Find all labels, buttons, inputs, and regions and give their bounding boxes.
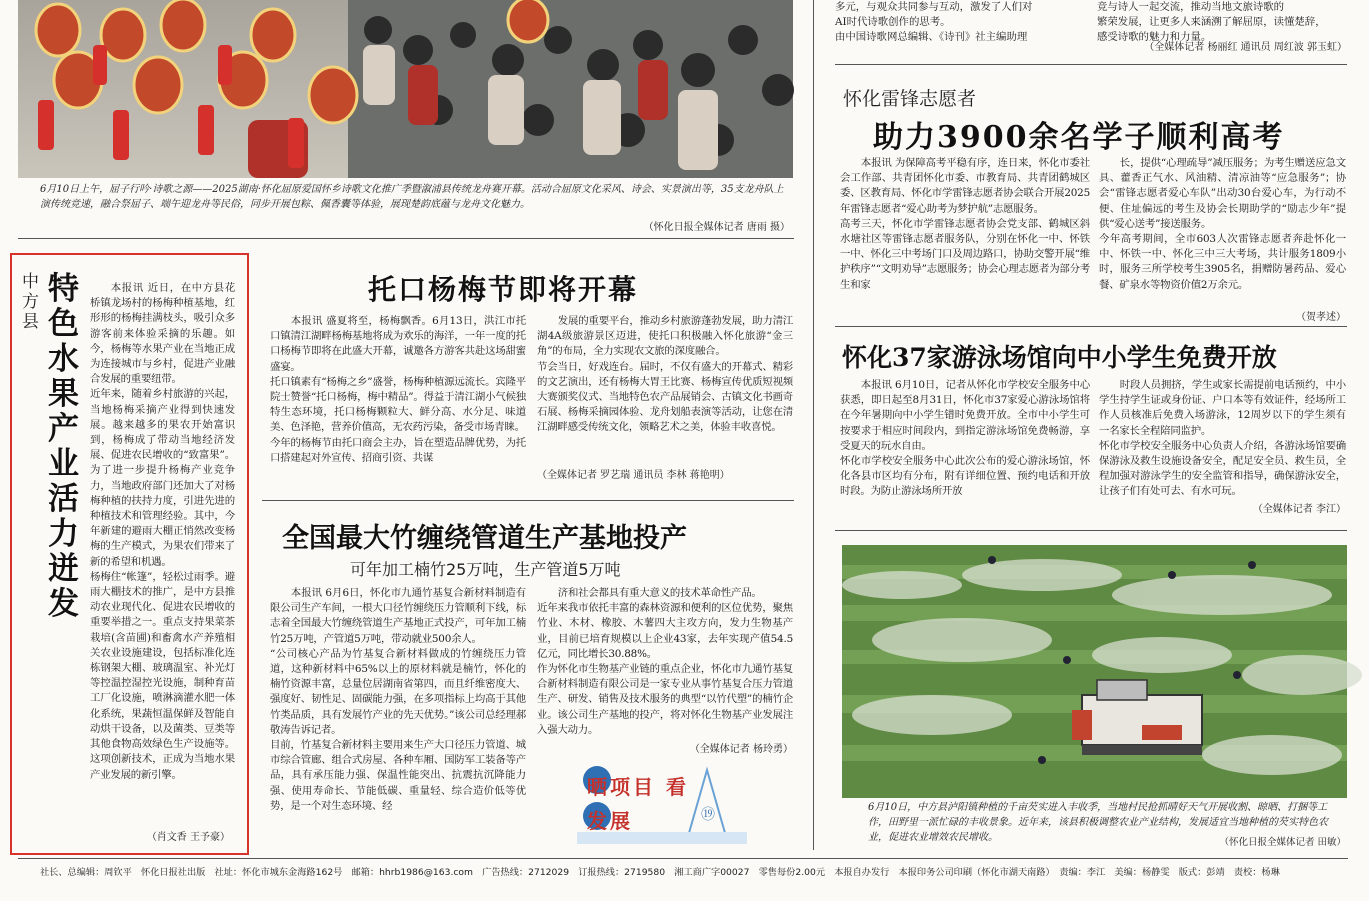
volunteer-headline: 助力3900余名学子顺利高考 [873, 120, 1285, 155]
bamboo-credit: （全媒体记者 杨玲勇） [689, 744, 793, 755]
column-separator [813, 0, 814, 850]
bamboo-subheadline: 可年加工楠竹25万吨，生产管道5万吨 [350, 560, 621, 579]
bamboo-col2-text: 济和社会都具有重大意义的技术革命性产品。 近年来我市依托丰富的森林资源和便利的区位优势，聚焦竹业、木材、橡胶、木薯四大主攻方向，发力生物基产业，目前已培育规模以上企业43家，去年实现产值54.5亿元，同比增长30.88%。 作为怀化市生物基产业链的重点企业，怀化市九通竹基复合新材料制造有限公司是一家专业从事竹基复合压力管道生产、研发、销售及技术服务的典型“以竹代塑”的楠竹企业。该公司生产基地的投产，将对怀化生物基产业发展注入强大动力。 [537, 587, 793, 736]
festival-photo-credit: （怀化日报全媒体记者 唐雨 摄） [643, 222, 790, 233]
poetry-text-line: 由中国诗歌网总编辑、《诗刊》社主编助理 [835, 31, 1028, 43]
swim-credit: （全媒体记者 李江） [1252, 504, 1346, 515]
swim-body-col2 [1099, 378, 1346, 498]
poetry-text-line: 繁荣发展，让更多人来涵溯了解屈原，读懂楚辞， [1097, 16, 1326, 28]
bamboo-body-col2 [537, 586, 793, 738]
bamboo-col1-text: 本报讯 6月6日，怀化市九通竹基复合新材料制造有限公司生产车间，一根大口径竹缠绕压力管顺利下线，标志着全国最大竹缠绕管道生产基地正式投产，可年加工楠竹25万吨，产管道5万吨，带动就业500余人。 “公司核心产品为竹基复合新材料做成的竹缠绕压力管道，这种新材料中65%以上的原材料就是楠竹，怀化的楠竹资源丰富，总量位居湖南省第四，而且纤维密度大、强度好、韧性足、固碳能力强，在多项指标上均高于其他竹类品质，具有发展竹产业的先天优势。”该公司总经理郝敬涛告诉记者。 目前，竹基复合新材料主要用来生产大口径压力管道、城市综合管廊、组合式房屋、各种车厢、国防军工装备等产品，具有承压能力强、保温性能突出、抗震抗沉降能力强、使用寿命长、节能低碳、重量轻、综合造价低等优势，是一个对生态环境、经 [270, 587, 526, 812]
bayberry-col1-text: 本报讯 盛夏将至，杨梅飘香。6月13日，洪江市托口镇清江湖畔杨梅基地将成为欢乐的海洋，一年一度的托口杨梅节即将在此盛大开幕，诚邀各方游客共赴这场甜蜜盛宴。 托口镇素有“杨梅之乡”盛誉，杨梅种植源远流长。宾隆平院士赞誉“托口杨梅，梅中精品”。得益于清江湖小气候独特生态环境，托口杨梅颗粒大、鲜分高、水分足、味道美、色泽艳，营养价值高，无农药污染，备受市场青睐。 今年的杨梅节由托口商会主办，旨在塑造品牌优势，为托口搭建起对外宣传、招商引资、共谋 [270, 315, 526, 464]
rule-under-poetry [835, 64, 1347, 65]
swim-headline: 怀化37家游泳场馆向中小学生免费开放 [842, 343, 1277, 372]
poetry-text-line: 多元，与观众共同参与互动，激发了人们对 [835, 1, 1033, 13]
rule-under-bayberry [262, 500, 794, 501]
harvest-photo-credit: （怀化日报全媒体记者 田敏） [1219, 837, 1346, 848]
poetry-text-line: 感受诗歌的魅力和力量。 [1097, 31, 1212, 43]
harvest-field-illustration [842, 545, 1347, 798]
fruit-credit: （肖文香 王予豪） [146, 832, 230, 843]
dragon-boat-festival-photo [18, 0, 793, 178]
bayberry-credit: （全媒体记者 罗艺瑞 通讯员 李林 蒋艳明） [537, 470, 730, 481]
rule-under-swim [835, 530, 1347, 531]
bayberry-body-col2 [537, 314, 793, 464]
bayberry-col2-text: 发展的重要平台，推动乡村旅游蓬勃发展，助力清江湖4A级旅游景区迈进，使托口积极融入怀化旅游“金三角”的布局，全力实现农文旅的深度融合。 节会当日，好戏连台。届时，不仅有盛大的开幕式、精彩的文艺演出，还有杨梅大胃王比赛、杨梅宣传优质短视频大赛颁奖仪式、当地特色农产品展销会、古镇文化书画奇石展、杨梅采摘园体验、龙舟划船表演等活动，让您在清江湖畔感受传统文化，领略艺术之美，体验丰收喜悦。 [537, 315, 793, 434]
volunteer-col2-text: 长，提供“心理疏导”减压服务；为考生赠送应急文具、藿香正气水、风油精、清凉油等“应急服务”；协会“雷锋志愿者爱心车队”出动30台爱心车，为行动不便、住址偏远的考生及协会长期助学的“励志少年”提供“爱心送考”接送服务。 今年高考期间，全市603人次雷锋志愿者奔赴怀化一中、怀铁一中、怀化三中三大考场，共计服务1809小时，服务三所学校考生3905名，捐赠防暑药品、爱心餐、矿泉水等物资价值2万余元。 [1099, 157, 1346, 291]
poetry-text-line: 竞与诗人一起交流，推动当地文旅诗歌的 [1097, 1, 1285, 13]
festival-scene-illustration [18, 0, 793, 178]
volunteer-body-col2 [1099, 156, 1346, 306]
project-development-logo [577, 760, 747, 845]
volunteer-credit: （贺孝述） [1296, 312, 1346, 323]
bamboo-headline: 全国最大竹缠绕管道生产基地投产 [282, 523, 687, 554]
volunteer-col1-text: 本报讯 为保障高考平稳有序，连日来，怀化市委社会工作部、共青团怀化市委、市教育局、共青团鹤城区委、区教育局、怀化市学雷锋志愿者协会联合开展2025年雷锋志愿者“爱心助考为梦护航”志愿服务。 高考三天，怀化市学雷锋志愿者协会党支部、鹤城区斜水塘社区等雷锋志愿者服务队，分别在怀化一中、怀铁一中、怀化三中考场门口及周边路口，协助交警开展“维护秩序”“文明劝导”志愿服务；协会心理志愿者为部分考生和家 [840, 157, 1090, 291]
swim-col1-text: 本报讯 6月10日，记者从怀化市学校安全服务中心获悉，即日起至8月31日，怀化市37家爱心游泳场馆将在今年暑期向中小学生错时免费开放。全市中小学生可按要求于相应时间段内，到指定游泳场馆免费畅游，享受夏天的玩水自由。 怀化市学校安全服务中心此次公布的爱心游泳场馆，怀化各县市区均有分布，附有详细位置、预约电话和开放时段。为防止游泳场所开放 [840, 379, 1090, 498]
rule-under-volunteer [835, 326, 1347, 327]
volunteer-kicker: 怀化雷锋志愿者 [843, 88, 977, 110]
project-logo-text: 晒项目 看发展 [587, 775, 689, 833]
gorgon-fruit-harvest-photo [842, 545, 1347, 798]
bamboo-body-col1 [270, 586, 526, 848]
fruit-body-upper [90, 281, 235, 781]
fruit-body-text: 本报讯 近日，在中方县花桥镇龙场村的杨梅种植基地，红形形的杨梅挂满枝头，吸引众多游客前来体验采摘的乐趣。如今，杨梅等水果产业在当地正成为连接城市与乡村，促进产业融合发展的重要纽带。 近年来，随着乡村旅游的兴起，当地杨梅采摘产业得到快速发展。越来越多的果农开始富识到，杨梅成了带动当地经济发展、促进农民增收的“致富果”。为了进一步提升杨梅产业竞争力，当地政府部门还加大了对杨梅种植的扶持力度，引进先进的种植技术和管理经验。其中，今年新建的避雨大棚正悄然改变杨梅的生产模式，为果农们带来了新的希望和机遇。 杨梅住“帐篷”，轻松过雨季。避雨大棚技术的推广，是中方县推动农业现代化、促进农民增收的重要举措之一。重点支持果菜茶栽培(含苗圃)和畜禽水产养殖相关农业设施建设，包括标准化连栋钢架大棚、玻璃温室、补光灯等控温控湿控光设施，制种育苗工厂化设施，喷淋滴灌水肥一体化系统，果蔬恒温保鲜及智能自动烘干设备，以及菌类、豆类等其他食物高效绿色生产设施等。这项创新技术，正成为当地水果产业发展的新引擎。 [90, 282, 235, 781]
poetry-text-line: AI时代诗歌创作的思考。 [835, 16, 951, 28]
festival-photo-caption: 6月10日上午，屈子行吟·诗歌之源——2025湖南·怀化屈原爱国怀乡诗歌文化推广季暨溆浦县传统龙舟赛开幕。活动合屈原文化采风、诗会、实景演出等，35支龙舟队上演传统竞速，融合祭屈子、端午迎龙舟等民俗，同步开展包粽、佩香囊等体验，展现楚韵底蕴与龙舟文化魅力。 [40, 184, 784, 210]
fruit-headline: 特色水果产业活力迸发 [48, 271, 79, 622]
harvest-photo-caption: 6月10日，中方县泸阳镇种植的千亩芡实进入丰收季，当地村民抢抓晴好天气开展收割、晾晒、打捆等工作，田野里一派忙碌的丰收景象。近年来，该县积极调整农业产业结构，发展适宜当地种植的芡实特色农业，促进农业增效农民增收。 [868, 802, 1328, 843]
volunteer-body-col1 [840, 156, 1090, 318]
footer-rule [18, 858, 1348, 859]
poetry-article-credit: （全媒体记者 杨丽红 通讯员 周红波 郭玉虹） [1144, 42, 1347, 53]
swim-body-col1 [840, 378, 1090, 513]
rule-under-top-left [18, 238, 794, 239]
fruit-kicker: 中方县 [22, 272, 39, 332]
swim-col2-text: 时段人员拥挤，学生或家长需提前电话预约，中小学生持学生证或身份证、户口本等有效证件，经场所工作人员核准后免费入场游泳，12周岁以下的学生须有一名家长全程陪同监护。 怀化市学校安全服务中心负责人介绍，各游泳场馆要确保游泳及救生设施设备安全，配足安全员、救生员，全程加强对游泳学生的安全监管和指导，确保游泳安全，让孩子们有处可去、有水可玩。 [1099, 379, 1346, 498]
masthead-footer: 社长、总编辑：周钦平 怀化日报社出版 社址：怀化市城东金海路162号 邮箱：hhrb1986@163.com 广告热线：2712029 订报热线：2719580 湘工商广字00027 零售每份2.00元 本报自办发行 本报印务公司印刷（怀化市湖天南路） 责编：李江 美编：杨静雯 版式：彭靖 责校：杨琳 [40, 867, 1280, 878]
bayberry-headline: 托口杨梅节即将开幕 [368, 273, 639, 306]
project-logo-number: ⑲ [701, 807, 715, 823]
bayberry-body-col1 [270, 314, 526, 479]
